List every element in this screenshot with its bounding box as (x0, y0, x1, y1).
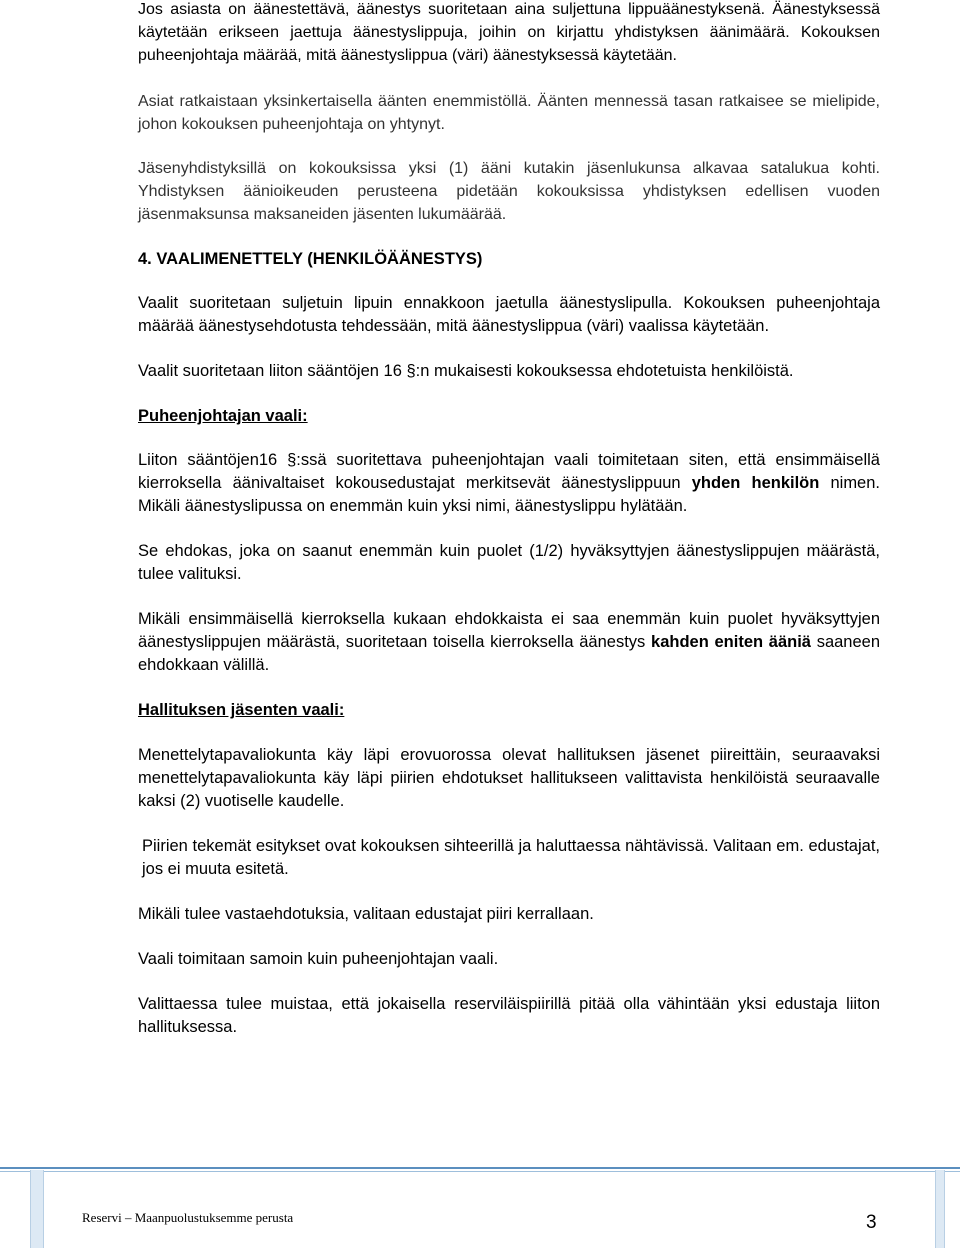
paragraph-chair-election (138, 449, 880, 518)
paragraph-text: Liiton sääntöjen16 §:ssä suoritettava puheenjohtajan vaali toimitetaan siten, että ensimmäisellä kierroksella äänivaltaiset kokousedustajat merkitsevät äänestyslippuun (138, 451, 880, 492)
bold-text: yhden henkilön (691, 474, 820, 492)
board-election-heading: Hallituksen jäsenten vaali: (138, 701, 345, 719)
paragraph-same-as-chair: Vaali toimitaan samoin kuin puheenjohtajan vaali. (138, 950, 499, 968)
paragraph-counter-proposals: Mikäli tulee vastaehdotuksia, valitaan edustajat piiri kerrallaan. (138, 905, 594, 923)
paragraph-text: Mikäli ensimmäisellä kierroksella kukaan ehdokkaista ei saa enemmän kuin puolet hyväksyttyjen äänestyslippujen määrästä, suoritetaan toisella kierroksella äänestys (138, 610, 880, 651)
paragraph-board-review: Menettelytapavaliokunta käy läpi erovuorossa olevat hallituksen jäsenet piireittäin, seuraavaksi menettelytapavaliokunta käy läpi piirien ehdotukset hallitukseen valittavista henkilöistä seuraavalle kaksi (2) vuotiselle kaudelle. (138, 746, 880, 810)
paragraph-district-proposals: Piirien tekemät esitykset ovat kokouksen sihteerillä ja haluttaessa nähtävissä. Valitaan em. edustajat, jos ei muuta esitetä. (142, 837, 880, 878)
chair-election-heading: Puheenjohtajan vaali: (138, 407, 308, 425)
paragraph-elections-rules: Vaalit suoritetaan liiton sääntöjen 16 §:n mukaisesti kokouksessa ehdotetuista henkilöistä. (138, 362, 794, 380)
footer-title: Reservi – Maanpuolustuksemme perusta (82, 1210, 294, 1225)
footer-right-bar (935, 1170, 945, 1248)
footer-left-bar (30, 1170, 44, 1248)
bold-text: kahden eniten ääniä (651, 633, 811, 651)
paragraph-elections-ballot: Vaalit suoritetaan suljetuin lipuin ennakkoon jaetulla äänestyslipulla. Kokouksen puheenjohtaja määrää äänestysehdotusta tehdessään, mitä äänestyslippua (väri) vaalissa käytetään. (138, 294, 880, 335)
page-number: 3 (866, 1212, 877, 1233)
document-body (138, 0, 880, 1039)
footer-rule (0, 1167, 960, 1169)
footer-rule-thin (0, 1171, 960, 1172)
paragraph-text: saaneen ehdokkaan välillä. (138, 633, 880, 674)
paragraph-text: nimen. Mikäli äänestyslipussa on enemmän kuin yksi nimi, äänestyslippu hylätään. (138, 474, 880, 515)
section-heading: 4. VAALIMENETTELY (HENKILÖÄÄNESTYS) (138, 250, 483, 268)
paragraph-voting-method: Jos asiasta on äänestettävä, äänestys suoritetaan aina suljettuna lippuäänestyksenä. Äänestyksessä käytetään erikseen jaettuja äänestyslippuja, joihin on kirjattu yhdistyksen äänimäärä. Kokouksen puheenjohtaja määrää, mitä äänestyslippua (väri) äänestyksessä käytetään. (138, 1, 880, 64)
paragraph-second-round (138, 608, 880, 677)
paragraph-member-votes: Jäsenyhdistyksillä on kokouksissa yksi (1) ääni kutakin jäsenlukunsa alkavaa satalukua kohti. Yhdistyksen äänioikeuden perusteena pidetään kokouksissa yhdistyksen edellisen vuoden jäsenmaksunsa maksaneiden jäsenten lukumäärää. (138, 160, 880, 223)
paragraph-district-representative: Valittaessa tulee muistaa, että jokaisella reserviläispiirillä pitää olla vähintään yksi edustaja liiton hallituksessa. (138, 995, 880, 1036)
paragraph-chair-majority: Se ehdokas, joka on saanut enemmän kuin puolet (1/2) hyväksyttyjen äänestyslippujen määrästä, tulee valituksi. (138, 542, 880, 583)
paragraph-majority: Asiat ratkaistaan yksinkertaisella äänten enemmistöllä. Äänten mennessä tasan ratkaisee se mielipide, johon kokouksen puheenjohtaja on yhtynyt. (138, 93, 880, 133)
